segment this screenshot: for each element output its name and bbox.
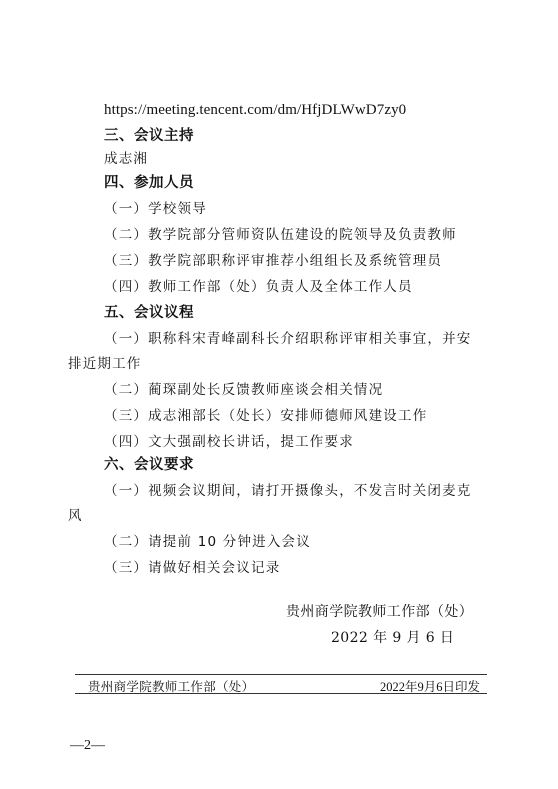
page-number: —2— [70, 738, 105, 753]
requirement-item-1-line-2: 风 [68, 508, 83, 524]
agenda-item-1-line-1: （一）职称科宋青峰副科长介绍职称评审相关事宜，并安 [104, 331, 472, 347]
signature-date: 2022 年 9 月 6 日 [331, 630, 455, 646]
agenda-item-3: （三）成志湘部长（处长）安排师德师风建设工作 [104, 408, 428, 424]
requirement-item-3: （三）请做好相关会议记录 [104, 560, 281, 576]
section-4-heading: 四、参加人员 [104, 175, 194, 191]
footer-bottom-rule [75, 693, 487, 694]
requirement-item-2: （二）请提前 10 分钟进入会议 [104, 534, 311, 550]
footer-org: 贵州商学院教师工作部（处） [88, 679, 255, 694]
agenda-item-1-line-2: 排近期工作 [68, 356, 142, 372]
agenda-item-2: （二）蔺琛副处长反馈教师座谈会相关情况 [104, 382, 384, 398]
attendee-item-4: （四）教师工作部（处）负责人及全体工作人员 [104, 279, 413, 295]
footer-top-rule [75, 674, 487, 675]
meeting-url[interactable]: https://meeting.tencent.com/dm/HfjDLWwD7zy0 [104, 102, 407, 118]
attendee-item-1: （一）学校领导 [104, 201, 207, 217]
section-6-heading: 六、会议要求 [104, 457, 194, 473]
agenda-item-4: （四）文大强副校长讲话，提工作要求 [104, 434, 354, 450]
section-5-heading: 五、会议议程 [104, 305, 194, 321]
footer-print-date: 2022年9月6日印发 [380, 680, 481, 694]
attendee-item-3: （三）教学院部职称评审推荐小组组长及系统管理员 [104, 253, 443, 269]
signature-org: 贵州商学院教师工作部（处） [286, 604, 474, 620]
requirement-item-1-line-1: （一）视频会议期间，请打开摄像头，不发言时关闭麦克 [104, 483, 472, 499]
attendee-item-2: （二）教学院部分管师资队伍建设的院领导及负责教师 [104, 227, 457, 243]
section-3-heading: 三、会议主持 [104, 128, 194, 144]
host-name: 成志湘 [104, 151, 149, 167]
